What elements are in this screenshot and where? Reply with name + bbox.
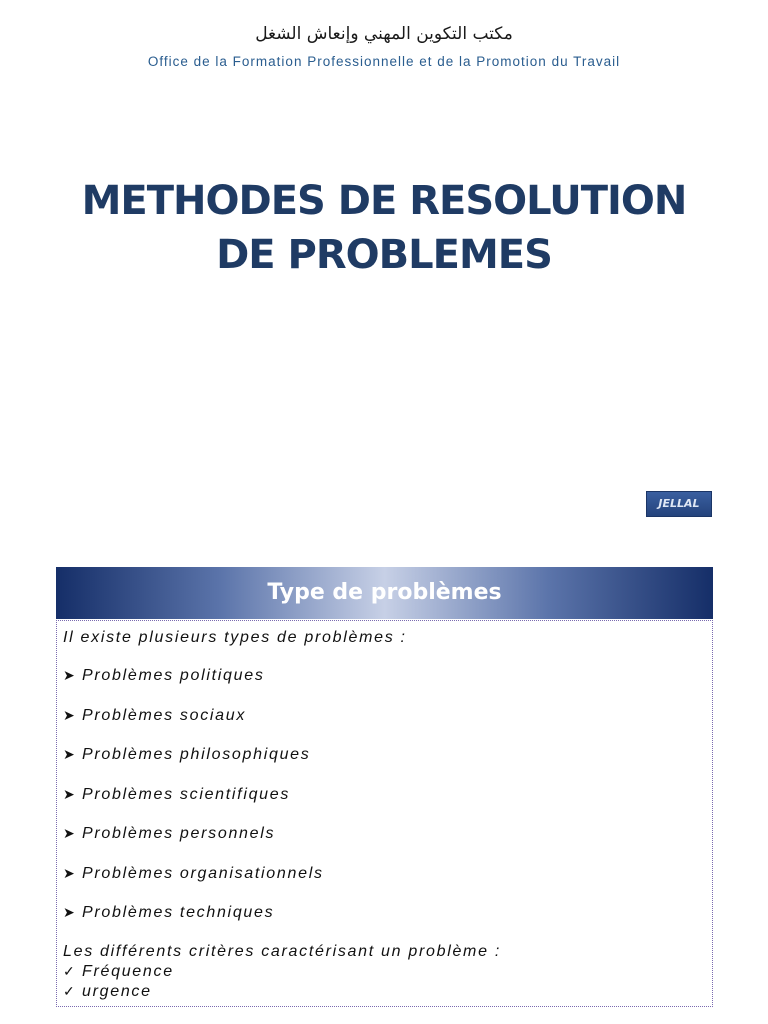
- content-box: [56, 620, 713, 1007]
- author-badge: JELLAL: [646, 491, 712, 517]
- types-intro: Il existe plusieurs types de problèmes :: [63, 629, 407, 646]
- document-title: [0, 174, 768, 282]
- list-item: [63, 667, 324, 707]
- document-title-line-2: DE PROBLEMES: [216, 232, 552, 278]
- arrowhead-icon: ➤: [63, 864, 77, 881]
- list-item-label: Problèmes politiques: [82, 667, 265, 684]
- checkmark-icon: ✓: [63, 983, 77, 999]
- list-item-label: Problèmes personnels: [82, 825, 276, 842]
- list-item-label: Problèmes techniques: [82, 904, 275, 921]
- list-item: [63, 825, 324, 865]
- list-item-label: Fréquence: [82, 963, 174, 980]
- office-arabic-name: مكتب التكوين المهني وإنعاش الشغل: [255, 24, 513, 44]
- arrowhead-icon: ➤: [63, 746, 77, 762]
- list-item: [63, 746, 324, 786]
- list-item-label: Problèmes sociaux: [82, 706, 247, 724]
- arrowhead-icon: ➤: [63, 825, 77, 841]
- list-item-label: Problèmes scientifiques: [82, 785, 291, 803]
- arrowhead-icon: ➤: [63, 667, 77, 683]
- arrowhead-icon: ➤: [63, 785, 77, 802]
- checkmark-icon: ✓: [63, 963, 77, 979]
- document-title-line-1: METHODES DE RESOLUTION: [81, 178, 687, 224]
- list-item: [63, 707, 324, 747]
- list-item: [63, 786, 324, 826]
- problem-types-list: [63, 667, 324, 944]
- list-item-label: urgence: [82, 983, 152, 1000]
- arrowhead-icon: ➤: [63, 904, 77, 920]
- list-item-label: Problèmes organisationnels: [82, 864, 324, 882]
- arrowhead-icon: ➤: [63, 706, 77, 723]
- list-item: [63, 983, 174, 1003]
- list-item: [63, 963, 174, 983]
- list-item: [63, 865, 324, 905]
- list-item: [63, 904, 324, 944]
- office-french-name: Office de la Formation Professionnelle et de la Promotion du Travail: [147, 54, 621, 69]
- criteria-list: [63, 963, 174, 1003]
- list-item-label: Problèmes philosophiques: [82, 746, 311, 763]
- section-heading: Type de problèmes: [56, 567, 713, 619]
- criteria-intro: Les différents critères caractérisant un problème :: [63, 943, 501, 960]
